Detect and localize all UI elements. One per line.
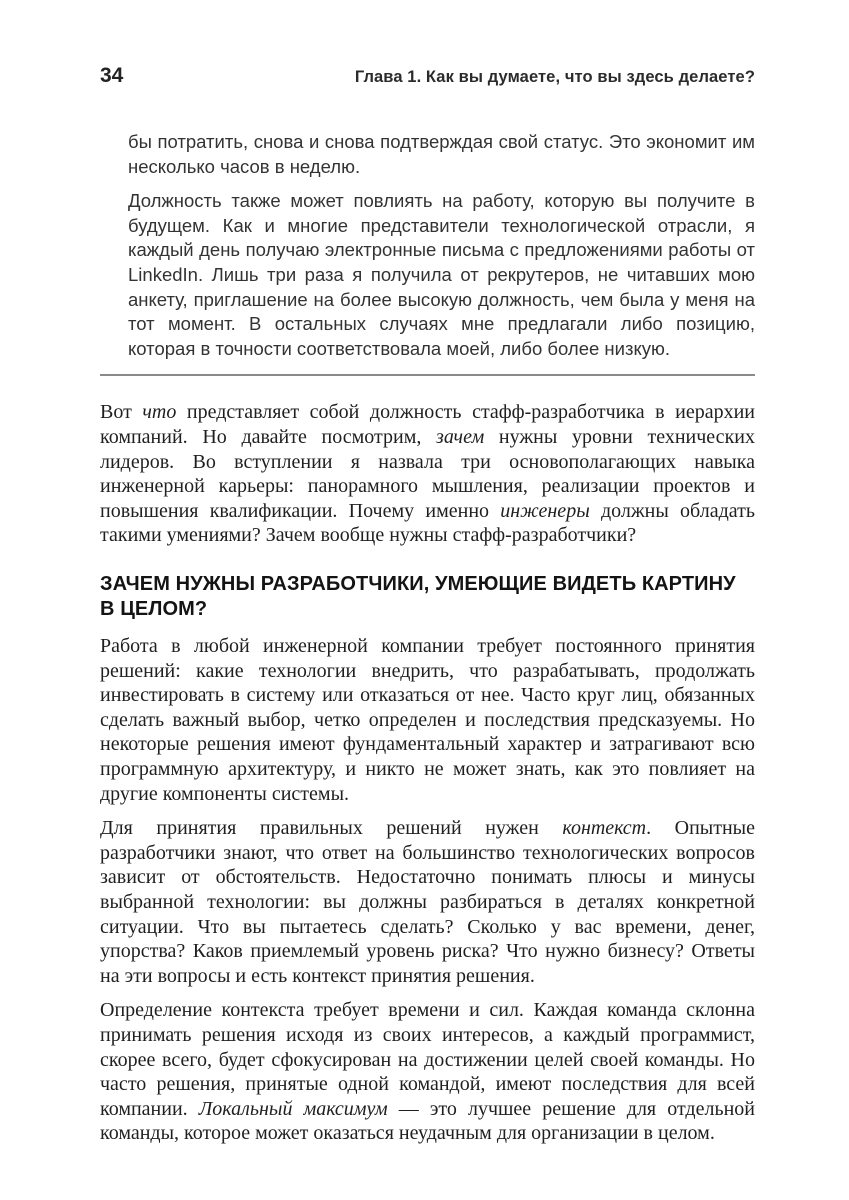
section-heading: ЗАЧЕМ НУЖНЫ РАЗРАБОТЧИКИ, УМЕЮЩИЕ ВИДЕТЬ КАРТИНУ В ЦЕЛОМ? (100, 572, 736, 620)
body-text (100, 400, 755, 1146)
page-number: 34 (100, 64, 124, 87)
intro-paragraph: Вот что представляет собой должность стафф-разработчика в иерархии компаний. Но давайте посмотрим, зачем нужны уровни технических лидеров. Во вступлении я назвала три основополагающих навыка инженерной карьеры: панорамного мышления, реализации проектов и повышения квалификации. Почему именно инженеры должны обладать такими умениями? Зачем вообще нужны стафф-разработчики? (100, 401, 755, 547)
quote-paragraph: Должность также может повлиять на работу, которую вы получите в будущем. Как и многие представители технологической отрасли, я каждый день получаю электронные письма с предложениями работы от LinkedIn. Лишь три раза я получила от рекрутеров, не читавших мою анкету, приглашение на более высокую должность, чем была у меня на тот момент. В остальных случаях мне предлагали либо позицию, которая в точности соответствовала моей, либо более низкую. (128, 190, 755, 359)
body-paragraph: Определение контекста требует времени и сил. Каждая команда склонна принимать решения исходя из своих интересов, а каждый программист, скорее всего, будет сфокусирован на достижении целей своей команды. Но часто решения, принятые одной командой, имеют последствия для всей компании. Локальный максимум — это лучшее решение для отдельной команды, которое может оказаться неудачным для организации в целом. (100, 999, 755, 1145)
running-title: Глава 1. Как вы думаете, что вы здесь делаете? (354, 68, 755, 86)
section-divider (100, 374, 755, 376)
body-paragraph: Для принятия правильных решений нужен контекст. Опытные разработчики знают, что ответ на большинство технологических вопросов зависит от обстоятельств. Недостаточно понимать плюсы и минусы выбранной технологии: вы должны разбираться в деталях конкретной ситуации. Что вы пытаетесь сделать? Сколько у вас времени, денег, упорства? Каков приемлемый уровень риска? Что нужно бизнесу? Ответы на эти вопросы и есть контекст принятия решения. (100, 817, 755, 987)
quote-block (128, 130, 755, 361)
quote-paragraph: бы потратить, снова и снова подтверждая свой статус. Это экономит им несколько часов в неделю. (128, 131, 755, 177)
page-header (100, 64, 755, 88)
body-paragraph: Работа в любой инженерной компании требует постоянного принятия решений: какие технологии внедрить, что разрабатывать, продолжать инвестировать в систему или отказаться от нее. Часто круг лиц, обязанных сделать важный выбор, четко определен и последствия предсказуемы. Но некоторые решения имеют фундаментальный характер и затрагивают всю программную архитектуру, и никто не может знать, как это повлияет на другие компоненты системы. (100, 635, 755, 805)
